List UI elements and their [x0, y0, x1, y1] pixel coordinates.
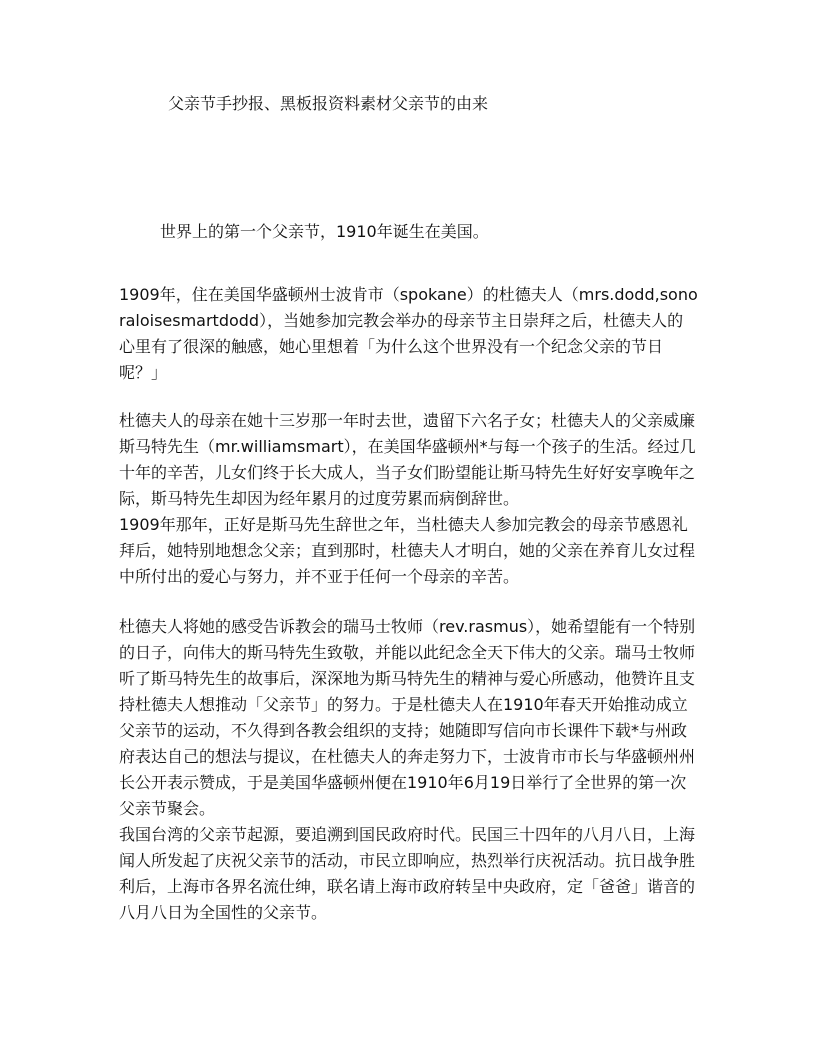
paragraph-father-smart: 杜德夫人的母亲在她十三岁那一年时去世，遗留下六名子女；杜德夫人的父亲威廉斯马特先生（mr.williamsmart），在美国华盛顿州*与每一个孩子的生活。经过几十年的辛苦，儿女们终于长大成人，当子女们盼望能让斯马特先生好好安享晚年之际，斯马特先生却因为经年累月的过度劳累而病倒辞世。 — [119, 411, 696, 508]
paragraph-taiwan-origin: 我国台湾的父亲节起源，要追溯到国民政府时代。民国三十四年的八月八日，上海闻人所发起了庆祝父亲节的活动，市民立即响应，热烈举行庆祝活动。抗日战争胜利后，上海市各界名流仕绅，联名请上海市政府转呈中央政府，定「爸爸」谐音的八月八日为全国性的父亲节。 — [119, 825, 696, 922]
intro-line: 世界上的第一个父亲节，1910年诞生在美国。 — [160, 222, 489, 241]
paragraph-1909-dodd: 1909年，住在美国华盛顿州士波肯市（spokane）的杜德夫人（mrs.dodd,sonoraloisesmartdodd），当她参加完教会举办的母亲节主日崇拜之后，杜德夫人的心里有了很深的触感，她心里想着「为什么这个世界没有一个纪念父亲的节日呢？」 — [119, 285, 698, 382]
paragraph-1909-realization: 1909年那年，正好是斯马先生辞世之年，当杜德夫人参加完教会的母亲节感恩礼拜后，她特别地想念父亲；直到那时，杜德夫人才明白，她的父亲在养育儿女过程中所付出的爱心与努力，并不亚于任何一个母亲的辛苦。 — [119, 515, 696, 586]
paragraph-first-fathers-day: 杜德夫人将她的感受告诉教会的瑞马士牧师（rev.rasmus），她希望能有一个特别的日子，向伟大的斯马特先生致敬，并能以此纪念全天下伟大的父亲。瑞马士牧师听了斯马特先生的故事后，深深地为斯马特先生的精神与爱心所感动，他赞许且支持杜德夫人想推动「父亲节」的努力。于是杜德夫人在1910年春天开始推动成立父亲节的运动，不久得到各教会组织的支持；她随即写信向市长课件下载*与州政府表达自己的想法与提议，在杜德夫人的奔走努力下，士波肯市市长与华盛顿州州长公开表示赞成，于是美国华盛顿州便在1910年6月19日举行了全世界的第一次父亲节聚会。 — [119, 617, 696, 818]
document-title: 父亲节手抄报、黑板报资料素材父亲节的由来 — [168, 94, 489, 113]
